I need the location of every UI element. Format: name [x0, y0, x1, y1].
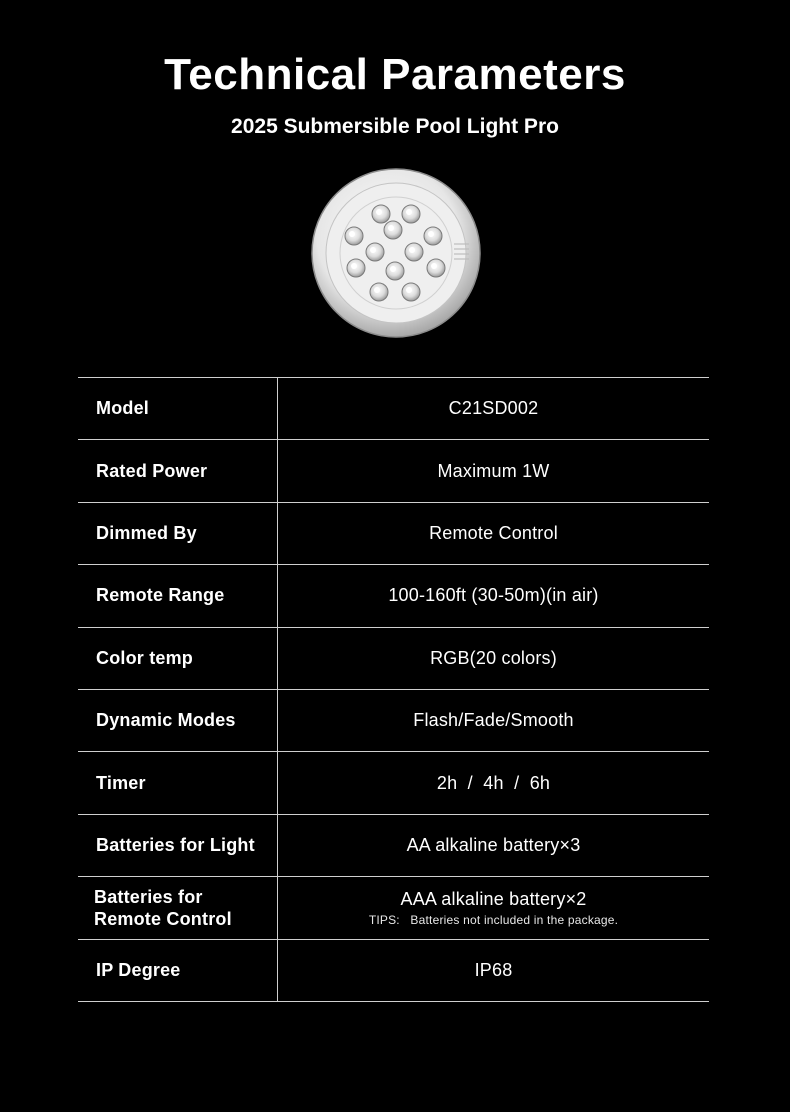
spec-label: Timer: [78, 752, 278, 813]
spec-value: [278, 440, 709, 501]
spec-row-remote-range: [78, 565, 709, 627]
spec-row-model: [78, 378, 709, 440]
spec-value-text: AA alkaline battery×3: [406, 834, 581, 855]
spec-table: [78, 377, 709, 1002]
spec-value-text: Remote Control: [429, 522, 558, 543]
spec-row-batteries-light: [78, 815, 709, 877]
spec-label: Batteries for Light: [78, 815, 278, 876]
spec-value: [278, 378, 709, 439]
spec-value: [278, 565, 709, 626]
spec-value-text: AAA alkaline battery×2: [400, 888, 587, 909]
spec-label: Dynamic Modes: [78, 690, 278, 751]
spec-value-text: Flash/Fade/Smooth: [413, 710, 574, 731]
spec-row-color-temp: [78, 628, 709, 690]
spec-label: Rated Power: [78, 440, 278, 501]
page-title: Technical Parameters: [164, 50, 626, 99]
spec-value-text: RGB(20 colors): [430, 647, 557, 668]
tips-note: TIPS: Batteries not included in the package.: [368, 912, 619, 927]
spec-value-text: Maximum 1W: [437, 460, 550, 481]
spec-value: [278, 628, 709, 689]
spec-row-dimmed-by: [78, 503, 709, 565]
spec-value-text: 100-160ft (30-50m)(in air): [388, 585, 599, 606]
spec-value-text: IP68: [474, 959, 513, 980]
spec-value: [278, 752, 709, 813]
spec-row-dynamic-modes: [78, 690, 709, 752]
pool-light-icon: [311, 168, 481, 338]
spec-label: [78, 877, 278, 938]
spec-value-text: C21SD002: [448, 398, 539, 419]
spec-value: [278, 877, 709, 938]
spec-row-timer: [78, 752, 709, 814]
spec-value: [278, 940, 709, 1001]
spec-label-line: Remote Control: [94, 908, 232, 929]
spec-value-text: 2h / 4h / 6h: [436, 772, 551, 793]
spec-label: IP Degree: [78, 940, 278, 1001]
spec-row-batteries-remote: [78, 877, 709, 939]
product-subtitle: 2025 Submersible Pool Light Pro: [231, 115, 559, 138]
spec-value: [278, 690, 709, 751]
spec-row-ip-degree: [78, 940, 709, 1002]
spec-label-line: Batteries for: [94, 886, 203, 907]
spec-row-rated-power: [78, 440, 709, 502]
spec-label: Model: [78, 378, 278, 439]
spec-value: [278, 815, 709, 876]
spec-label: Dimmed By: [78, 503, 278, 564]
spec-label: Remote Range: [78, 565, 278, 626]
spec-label: Color temp: [78, 628, 278, 689]
spec-value: [278, 503, 709, 564]
